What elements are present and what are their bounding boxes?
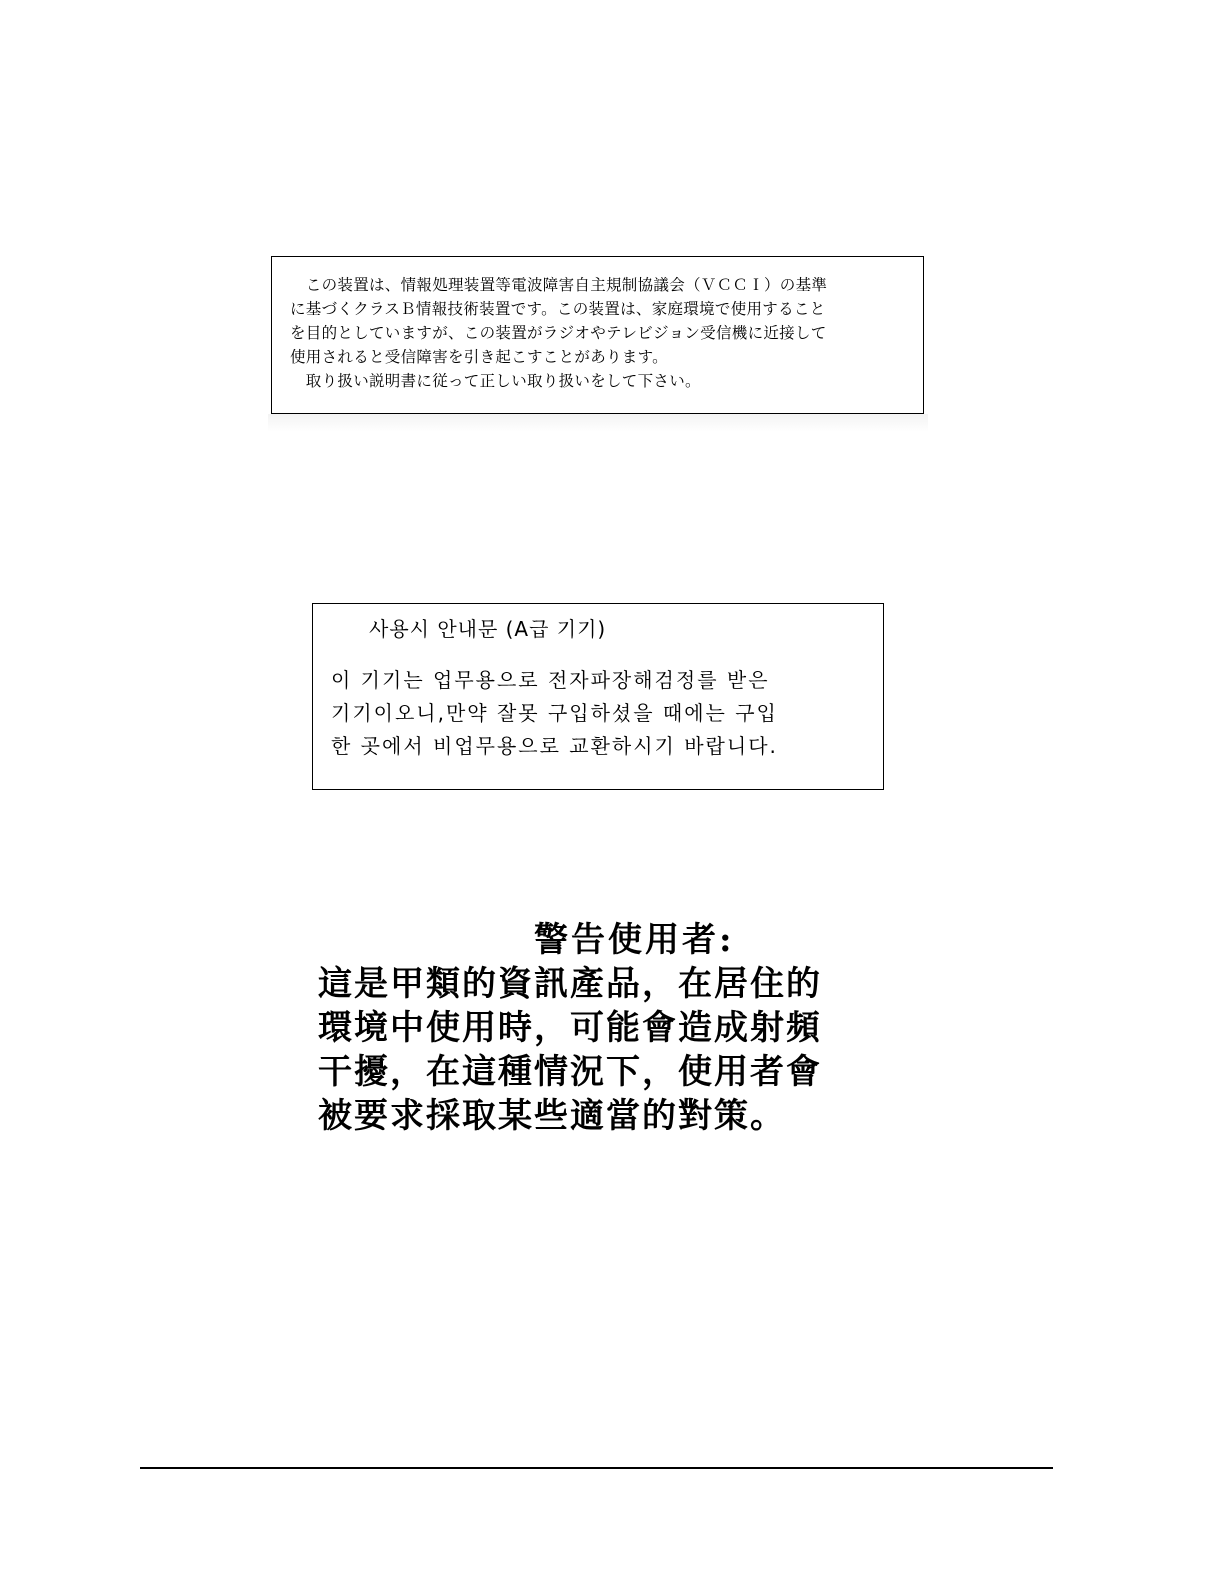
taiwan-notice-line: 環境中使用時，可能會造成射頻: [318, 1008, 822, 1048]
korea-notice-title: 사용시 안내문 (A급 기기): [369, 617, 607, 641]
taiwan-notice-title: 警告使用者:: [534, 920, 735, 960]
vcci-notice-line: この装置は、情報処理装置等電波障害自主規制協議会（ＶＣＣＩ）の基準: [290, 276, 828, 294]
taiwan-notice-line: 這是甲類的資訊產品，在居住的: [318, 964, 822, 1004]
korea-notice-line: 기기이오니,만약 잘못 구입하셨을 때에는 구입: [331, 701, 778, 725]
taiwan-notice: [318, 918, 918, 1138]
vcci-notice-line: 使用されると受信障害を引き起こすことがあります。: [290, 348, 668, 366]
taiwan-notice-line: 干擾，在這種情況下，使用者會: [318, 1052, 822, 1092]
korea-notice-line: 이 기기는 업무용으로 전자파장해검정를 받은: [331, 668, 770, 692]
korea-notice-line: 한 곳에서 비업무용으로 교환하시기 바랍니다.: [331, 734, 778, 758]
vcci-notice-box: [271, 256, 924, 414]
korea-notice-body: [331, 664, 871, 763]
vcci-notice-line: を目的としていますが、この装置がラジオやテレビジョン受信機に近接して: [290, 324, 827, 342]
taiwan-notice-line: 被要求採取某些適當的對策。: [318, 1096, 786, 1136]
vcci-notice-line: に基づくクラスＢ情報技術装置です。この装置は、家庭環境で使用すること: [290, 300, 826, 318]
korea-notice-box: [312, 603, 884, 790]
vcci-box-shadow: [268, 414, 928, 432]
footer-divider: [140, 1467, 1053, 1469]
vcci-notice-line: 取り扱い説明書に従って正しい取り扱いをして下さい。: [290, 372, 701, 390]
